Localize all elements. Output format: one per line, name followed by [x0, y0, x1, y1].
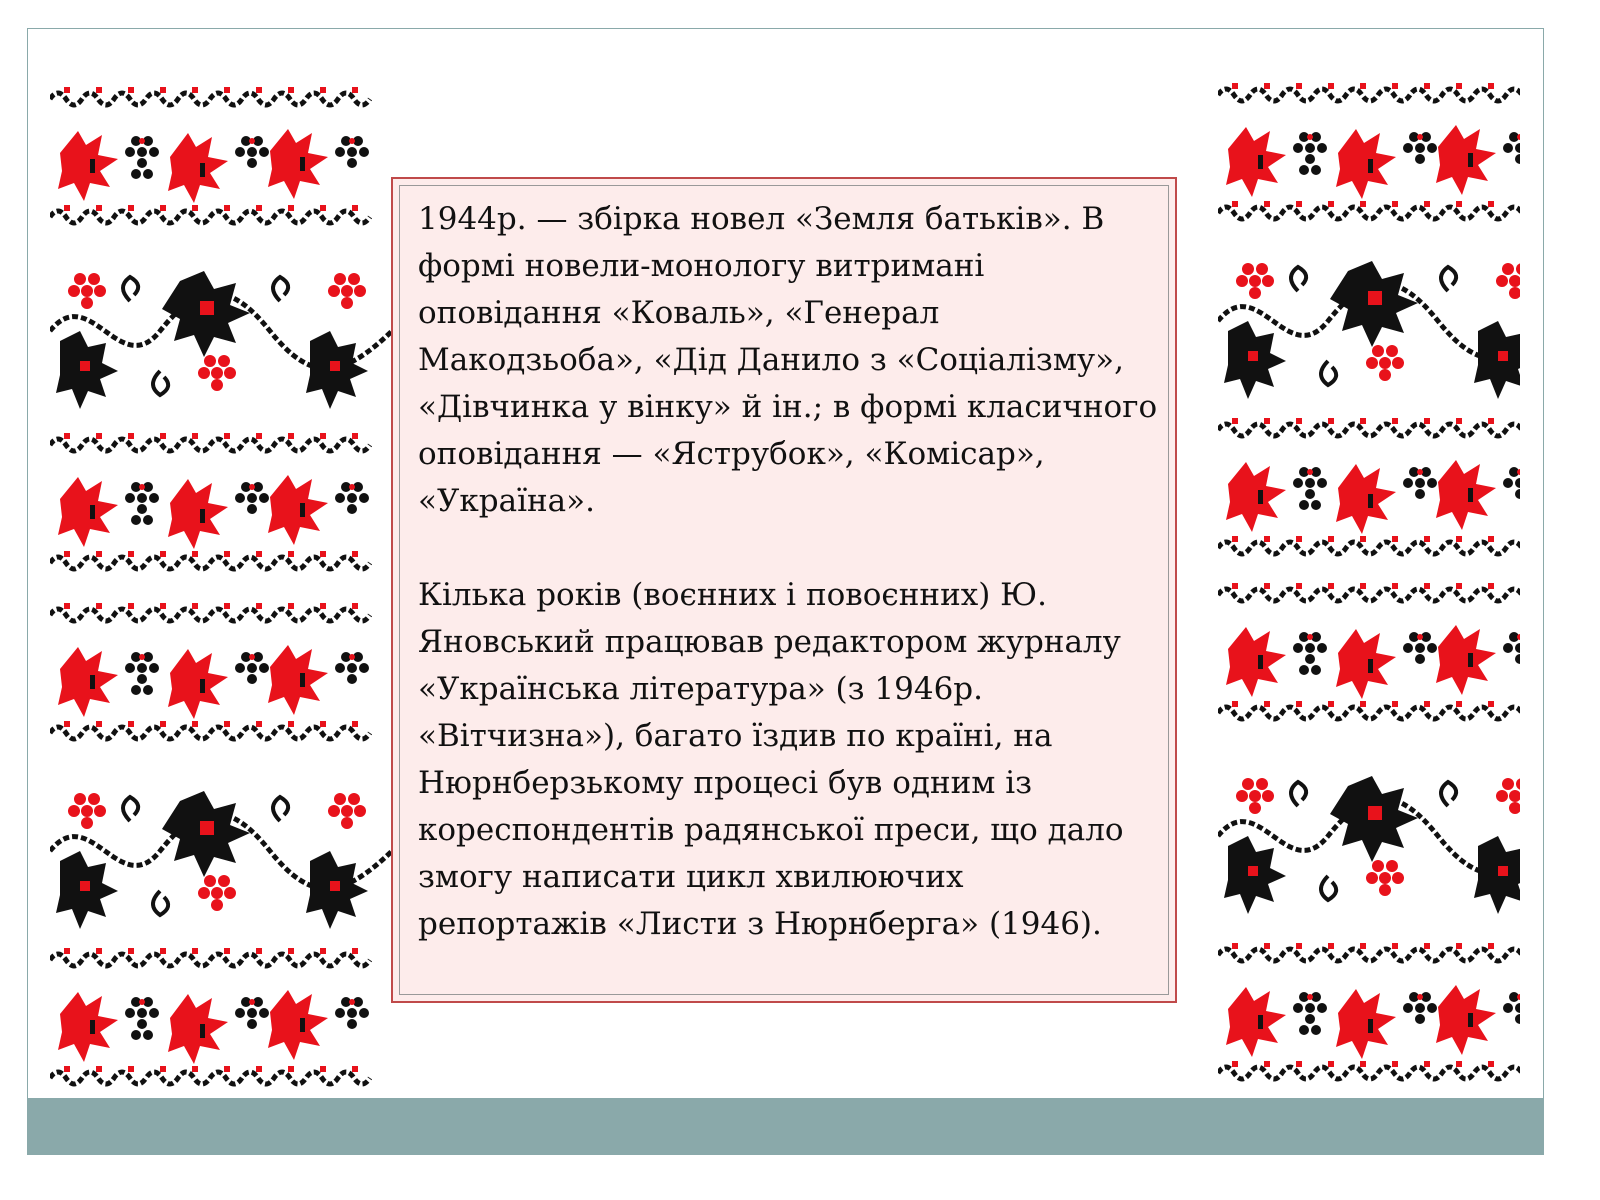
slide: [27, 28, 1544, 1155]
text-box-inner-frame: [399, 185, 1169, 995]
text-box: [391, 177, 1177, 1003]
footer-bar: [28, 1098, 1543, 1154]
paragraph-zemlia-batkiv: 1944р. — збірка новел «Земля батьків». В формі новели-монологу витримані оповідання «Коваль», «Генерал Макодзьоба», «Дід Данило з «Соціалізму», «Дівчинка у вінку» й ін.; в формі класичного оповідання — «Яструбок», «Комісар», «Україна».: [418, 201, 1158, 519]
left-embroidery-ornament: [50, 71, 392, 1141]
embroidery-pattern-left: [50, 71, 392, 1141]
paragraph-redactor-years: Кілька років (воєнних і повоєнних) Ю. Яновський працював редактором журналу «Українська література» (з 1946р. «Вітчизна»), багато їздив по країні, на Нюрнберзькому процесі був одним із кореспондентів радянської преси, що дало змогу написати цикл хвилюючих репортажів «Листи з Нюрнберга» (1946).: [418, 577, 1124, 942]
right-embroidery-ornament: [1218, 71, 1520, 1141]
embroidery-pattern-right: [1218, 71, 1520, 1141]
